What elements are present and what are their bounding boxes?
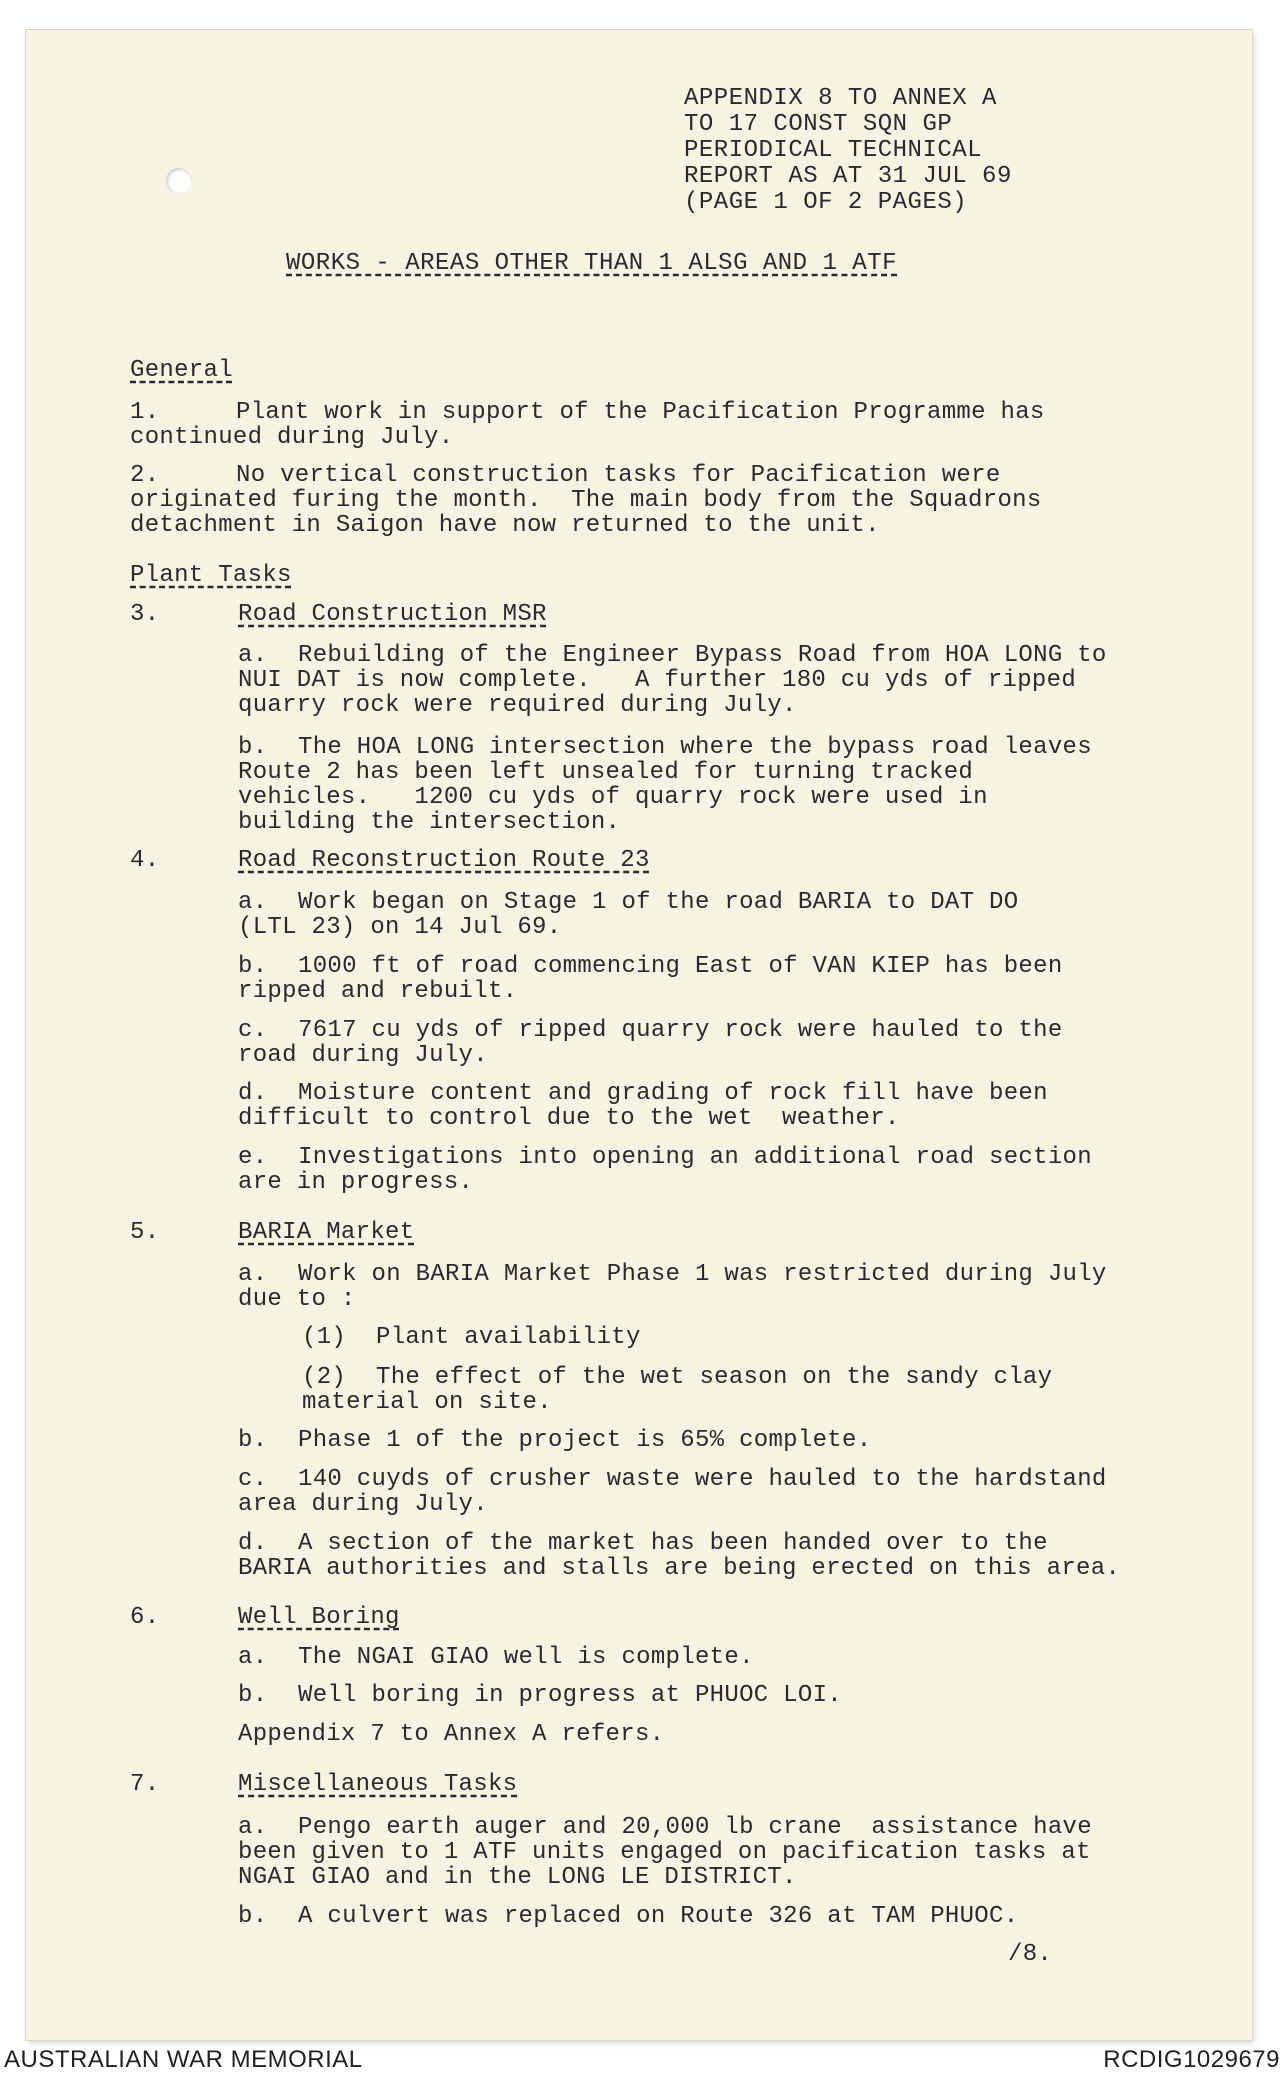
body-line: 140 cuyds of crusher waste were hauled to the hardstand <box>298 1466 1107 1493</box>
body-line: Plant availability <box>376 1324 641 1351</box>
sub-label: a. <box>238 1644 268 1671</box>
body-line: due to : <box>238 1286 356 1313</box>
sub-label: c. <box>238 1017 268 1044</box>
body-line: vehicles. 1200 cu yds of quarry rock were used in <box>238 784 988 811</box>
body-line: Rebuilding of the Engineer Bypass Road from HOA LONG to <box>298 642 1107 669</box>
body-line: road during July. <box>238 1042 488 1069</box>
body-line: NUI DAT is now complete. A further 180 cu yds of ripped <box>238 667 1077 694</box>
para-number: 7. <box>130 1771 160 1798</box>
body-line: Appendix 7 to Annex A refers. <box>238 1721 665 1748</box>
body-line: Route 2 has been left unsealed for turning tracked <box>238 759 974 786</box>
heading-line: TO 17 CONST SQN GP <box>684 111 953 138</box>
body-line: Plant work in support of the Pacification Programme has <box>236 399 1045 426</box>
task-heading: Well Boring <box>238 1604 400 1631</box>
body-line: Pengo earth auger and 20,000 lb crane assistance have <box>298 1814 1092 1841</box>
body-line: been given to 1 ATF units engaged on pacification tasks at <box>238 1839 1091 1866</box>
body-line: area during July. <box>238 1491 488 1518</box>
body-line: The NGAI GIAO well is complete. <box>298 1644 754 1671</box>
sub-label: a. <box>238 889 268 916</box>
sub-label: (1) <box>302 1324 347 1351</box>
task-heading: Miscellaneous Tasks <box>238 1771 518 1798</box>
para-number: 3. <box>130 601 160 628</box>
body-line: A section of the market has been handed over to the <box>298 1530 1048 1557</box>
footer-source: AUSTRALIAN WAR MEMORIAL <box>4 2046 363 2073</box>
body-line: are in progress. <box>238 1169 474 1196</box>
task-heading: Road Construction MSR <box>238 601 547 628</box>
sub-label: b. <box>238 953 268 980</box>
body-line: continued during July. <box>130 424 454 451</box>
appendix-heading <box>684 86 1012 216</box>
body-line: difficult to control due to the wet weather. <box>238 1105 900 1132</box>
body-line: (LTL 23) on 14 Jul 69. <box>238 914 562 941</box>
body-line: originated furing the month. The main body from the Squadrons <box>130 487 1042 514</box>
heading-line: REPORT AS AT 31 JUL 69 <box>684 163 1012 190</box>
heading-line: APPENDIX 8 TO ANNEX A <box>684 85 997 112</box>
body-line: building the intersection. <box>238 809 621 836</box>
body-line: No vertical construction tasks for Pacification were <box>236 462 1001 489</box>
sub-label: d. <box>238 1080 268 1107</box>
heading-line: (PAGE 1 OF 2 PAGES) <box>684 189 968 216</box>
body-line: 7617 cu yds of ripped quarry rock were hauled to the <box>298 1017 1063 1044</box>
section-heading-plant-tasks: Plant Tasks <box>130 562 292 589</box>
footer-identifier: RCDIG1029679 <box>1103 2046 1280 2073</box>
sub-label: a. <box>238 1261 268 1288</box>
para-number: 2. <box>130 462 160 489</box>
heading-line: PERIODICAL TECHNICAL <box>684 137 983 164</box>
sub-label: b. <box>238 1903 268 1930</box>
sub-label: b. <box>238 1427 268 1454</box>
sub-label: e. <box>238 1144 268 1171</box>
body-line: Moisture content and grading of rock fill have been <box>298 1080 1048 1107</box>
para-number: 5. <box>130 1219 160 1246</box>
body-line: quarry rock were required during July. <box>238 692 797 719</box>
section-heading-general: General <box>130 357 233 384</box>
body-line: Work on BARIA Market Phase 1 was restricted during July <box>298 1261 1107 1288</box>
task-heading: BARIA Market <box>238 1219 415 1246</box>
sub-label: a. <box>238 642 268 669</box>
body-line: NGAI GIAO and in the LONG LE DISTRICT. <box>238 1864 797 1891</box>
body-line: Well boring in progress at PHUOC LOI. <box>298 1682 842 1709</box>
sub-label: c. <box>238 1466 268 1493</box>
body-line: ripped and rebuilt. <box>238 978 518 1005</box>
body-line: Work began on Stage 1 of the road BARIA to DAT DO <box>298 889 1019 916</box>
body-line: 1000 ft of road commencing East of VAN KIEP has been <box>298 953 1063 980</box>
sub-label: a. <box>238 1814 268 1841</box>
document-title: WORKS - AREAS OTHER THAN 1 ALSG AND 1 ATF <box>286 250 897 277</box>
body-line: Phase 1 of the project is 65% complete. <box>298 1427 872 1454</box>
para-number: 6. <box>130 1604 160 1631</box>
body-line: BARIA authorities and stalls are being erected on this area. <box>238 1555 1121 1582</box>
body-line: A culvert was replaced on Route 326 at TAM PHUOC. <box>298 1903 1019 1930</box>
sub-label: b. <box>238 734 268 761</box>
body-line: Investigations into opening an additional road section <box>298 1144 1092 1171</box>
task-heading: Road Reconstruction Route 23 <box>238 847 650 874</box>
page-continuation: /8. <box>1008 1941 1053 1968</box>
body-line: The HOA LONG intersection where the bypass road leaves <box>298 734 1092 761</box>
sub-label: d. <box>238 1530 268 1557</box>
body-line: detachment in Saigon have now returned to the unit. <box>130 512 880 539</box>
para-number: 1. <box>130 399 160 426</box>
para-number: 4. <box>130 847 160 874</box>
body-line: The effect of the wet season on the sandy clay <box>376 1364 1053 1391</box>
sub-label: b. <box>238 1682 268 1709</box>
sub-label: (2) <box>302 1364 347 1391</box>
body-line: material on site. <box>302 1389 552 1416</box>
